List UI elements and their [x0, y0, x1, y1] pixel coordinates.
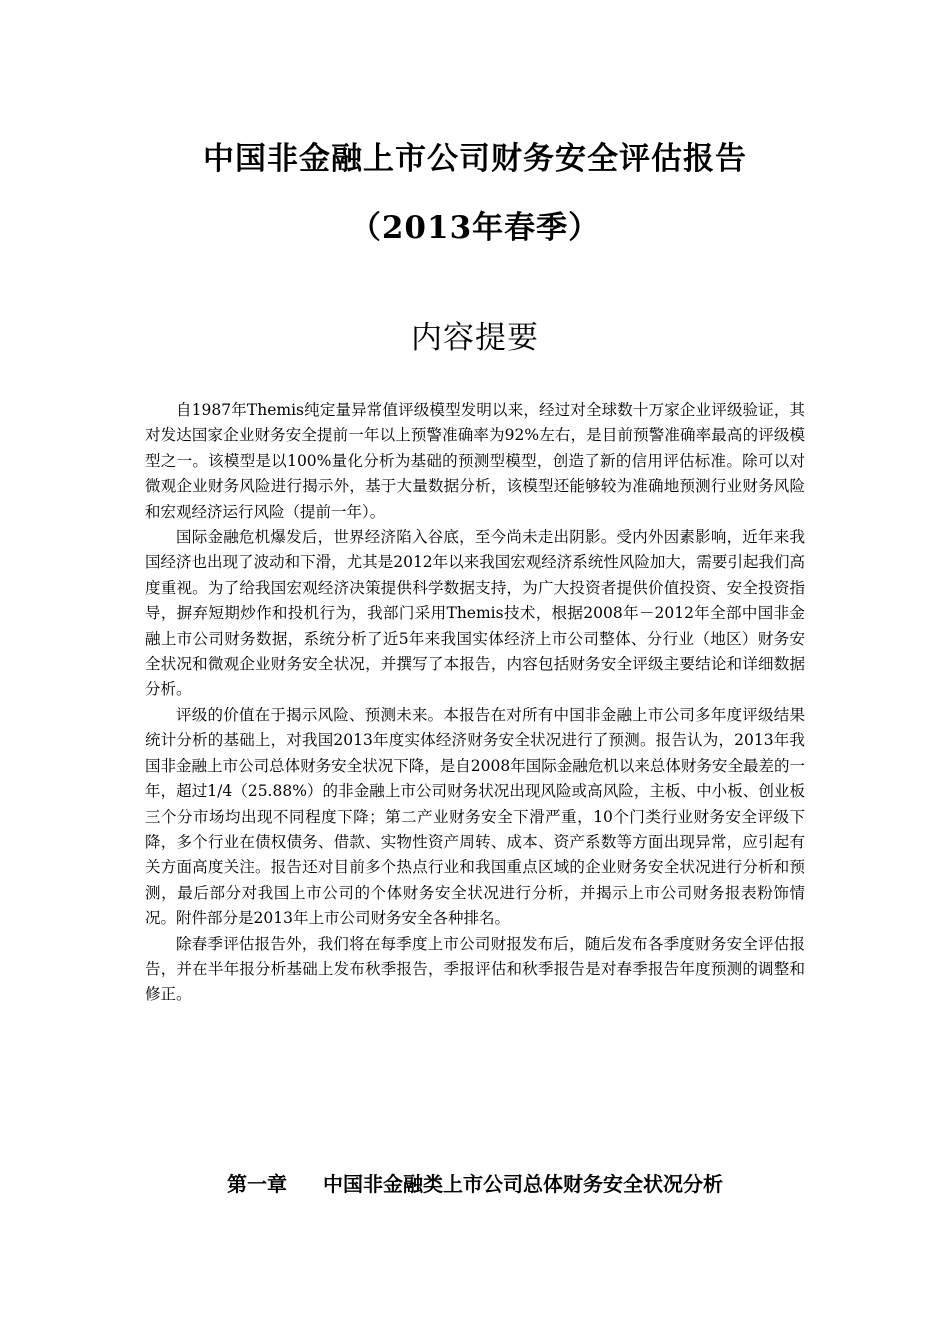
summary-body — [145, 398, 805, 1008]
summary-paragraph-4: 除春季评估报告外，我们将在每季度上市公司财报发布后，随后发布各季度财务安全评估报告，并在半年报分析基础上发布秋季报告，季报评估和秋季报告是对春季报告年度预测的调整和修正。 — [145, 934, 805, 1004]
summary-paragraph-1: 自1987年Themis纯定量异常值评级模型发明以来，经过对全球数十万家企业评级验证，其对发达国家企业财务安全提前一年以上预警准确率为92%左右，是目前预警准确率最高的评级模型之一。该模型是以100%量化分析为基础的预测型模型，创造了新的信用评估标准。除可以对微观企业财务风险进行揭示外，基于大量数据分析，该模型还能够较为准确地预测行业财务风险和宏观经济运行风险（提前一年）。 — [145, 401, 805, 521]
section-heading: 内容提要 — [411, 320, 539, 356]
summary-paragraph-2: 国际金融危机爆发后，世界经济陷入谷底，至今尚未走出阴影。受内外因素影响，近年来我国经济也出现了波动和下滑，尤其是2012年以来我国宏观经济系统性风险加大，需要引起我们高度重视。为了给我国宏观经济决策提供科学数据支持，为广大投资者提供价值投资、安全投资指导，摒弃短期炒作和投机行为，我部门采用Themis技术，根据2008年－2012年全部中国非金融上市公司财务数据，系统分析了近5年来我国实体经济上市公司整体、分行业（地区）财务安全状况和微观企业财务安全状况，并撰写了本报告，内容包括财务安全评级主要结论和详细数据分析。 — [145, 528, 805, 699]
chapter-title: 中国非金融类上市公司总体财务安全状况分析 — [323, 1172, 723, 1196]
report-title: 中国非金融上市公司财务安全评估报告 — [203, 141, 747, 177]
summary-paragraph-3: 评级的价值在于揭示风险、预测未来。本报告在对所有中国非金融上市公司多年度评级结果统计分析的基础上，对我国2013年度实体经济财务安全状况进行了预测。报告认为，2013年我国非金融上市公司总体财务安全状况下降，是自2008年国际金融危机以来总体财务安全最差的一年，超过1/4（25.88%）的非金融上市公司财务状况出现风险或高风险，主板、中小板、创业板三个分市场均出现不同程度下降；第二产业财务安全下滑严重，10个门类行业财务安全评级下降，多个行业在债权债务、借款、实物性资产周转、成本、资产系数等方面出现异常，应引起有关方面高度关注。报告还对目前多个热点行业和我国重点区域的企业财务安全状况进行分析和预测，最后部分对我国上市公司的个体财务安全状况进行分析，并揭示上市公司财务报表粉饰情况。附件部分是2013年上市公司财务安全各种排名。 — [145, 705, 805, 928]
chapter-number: 第一章 — [227, 1172, 287, 1196]
report-subtitle: （2013年春季） — [349, 210, 601, 246]
chapter-heading — [0, 1168, 950, 1197]
